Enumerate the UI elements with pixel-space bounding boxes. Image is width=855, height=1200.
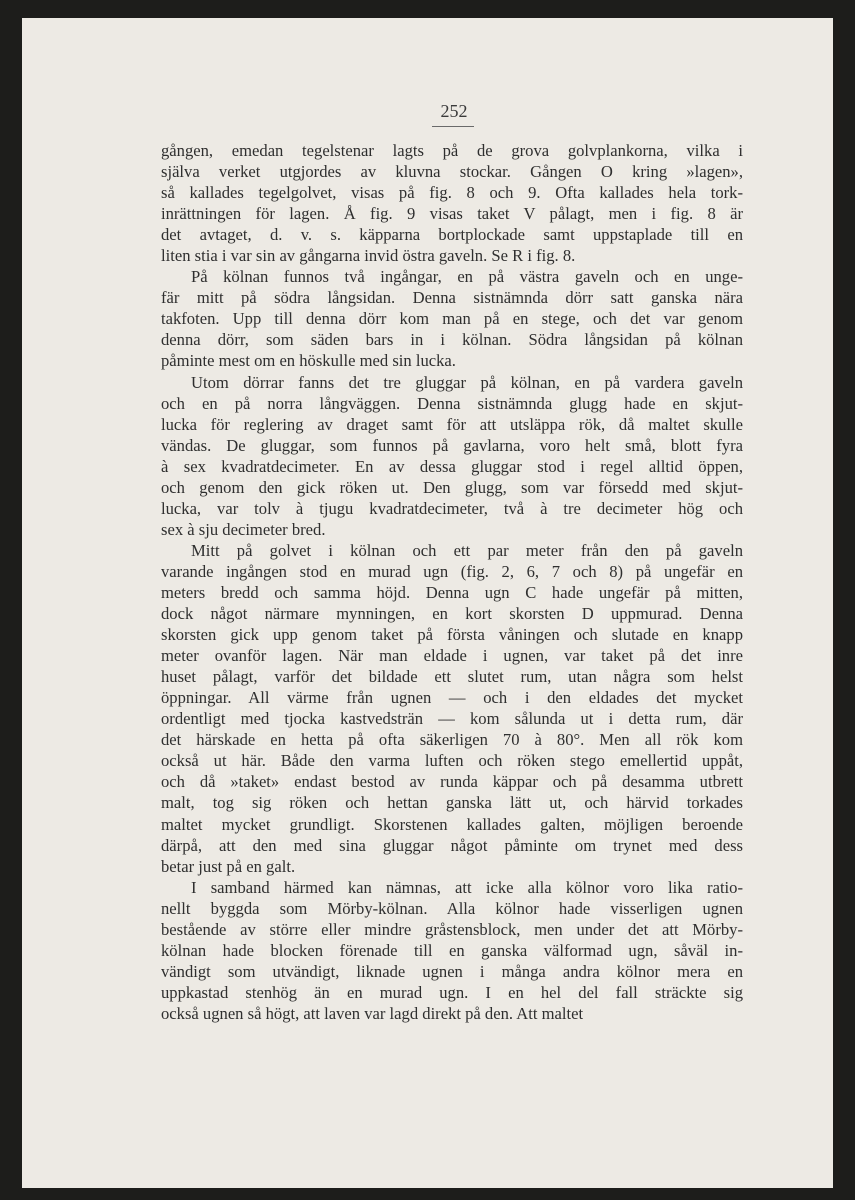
text-line: själva verket utgjordes av kluvna stockar. Gången O kring »lagen», [161, 162, 743, 182]
text-line: I samband härmed kan nämnas, att icke alla kölnor voro lika ratio- [191, 877, 743, 897]
paragraph [161, 540, 743, 877]
text-line: malt, tog sig röken och hettan ganska lätt ut, och härvid torkades [161, 793, 743, 813]
text-line: också ut här. Både den varma luften och röken stego emellertid uppåt, [161, 751, 743, 771]
text-line: så kallades tegelgolvet, visas på fig. 8 och 9. Ofta kallades hela tork- [161, 183, 743, 203]
text-line: därpå, att den med sina gluggar något påminte om trynet med dess [161, 835, 743, 855]
text-line: lucka för reglering av draget samt för att utsläppa rök, då maltet skulle [161, 414, 743, 434]
text-line: fär mitt på södra långsidan. Denna sistnämnda dörr satt ganska nära [161, 288, 743, 308]
text-line: öppningar. All värme från ugnen — och i den eldades det mycket [161, 688, 743, 708]
text-line: vändas. De gluggar, som funnos på gavlarna, voro helt små, blott fyra [161, 435, 743, 455]
text-line: varande ingången stod en murad ugn (fig. 2, 6, 7 och 8) på ungefär en [161, 561, 743, 581]
paragraph [161, 266, 743, 371]
text-line: dock något närmare mynningen, en kort skorsten D uppmurad. Denna [161, 604, 743, 624]
text-line: Mitt på golvet i kölnan och ett par meter från den på gaveln [191, 540, 743, 560]
paragraph [161, 372, 743, 540]
page-number-rule [432, 126, 474, 127]
text-line: bestående av större eller mindre gråstensblock, men under det att Mörby- [161, 919, 743, 939]
text-line: det avtaget, d. v. s. käpparna bortplockade samt uppstaplade till en [161, 225, 743, 245]
paragraph [161, 877, 743, 1024]
text-line: och en på norra långväggen. Denna sistnämnda glugg hade en skjut- [161, 393, 743, 413]
text-line: På kölnan funnos två ingångar, en på västra gaveln och en unge- [191, 267, 743, 287]
text-line: liten stia i var sin av gångarna invid östra gaveln. Se R i fig. 8. [161, 246, 576, 266]
text-line: Utom dörrar fanns det tre gluggar på kölnan, en på vardera gaveln [191, 372, 743, 392]
text-line: nellt byggda som Mörby-kölnan. Alla kölnor hade visserligen ugnen [161, 898, 743, 918]
text-line: ordentligt med tjocka kastvedsträn — kom sålunda ut i detta rum, där [161, 709, 743, 729]
text-line: påminte mest om en höskulle med sin lucka. [161, 351, 456, 371]
text-line: sex à sju decimeter bred. [161, 519, 326, 539]
text-line: också ugnen så högt, att laven var lagd direkt på den. Att maltet [161, 1003, 584, 1023]
text-line: kölnan hade blocken förenade till en ganska välformad ugn, såväl in- [161, 940, 743, 960]
text-line: uppkastad stenhög än en murad ugn. I en hel del fall sträckte sig [161, 982, 743, 1002]
text-line: betar just på en galt. [161, 856, 296, 876]
text-line: lucka, var tolv à tjugu kvadratdecimeter, två à tre decimeter hög och [161, 498, 743, 518]
text-line: gången, emedan tegelstenar lagts på de grova golvplankorna, vilka i [161, 141, 743, 160]
text-line: och genom den gick röken ut. Den glugg, som var försedd med skjut- [161, 477, 743, 497]
page-number: 252 [440, 101, 468, 121]
text-line: à sex kvadratdecimeter. En av dessa gluggar stod i regel alltid öppen, [161, 456, 743, 476]
text-line: det härskade en hetta på ofta säkerligen 70 à 80°. Men all rök kom [161, 730, 743, 750]
text-line: vändigt som utvändigt, liknade ugnen i många andra kölnor mera en [161, 961, 743, 981]
text-line: meters bredd och samma höjd. Denna ugn C hade ungefär på mitten, [161, 582, 743, 602]
text-line: huset pålagt, varför det bildade ett slutet rum, utan några som helst [161, 667, 743, 687]
body-text [161, 140, 743, 1024]
text-line: maltet mycket grundligt. Skorstenen kallades galten, möjligen beroende [161, 814, 743, 834]
paragraph [161, 140, 743, 266]
text-line: meter ovanför lagen. När man eldade i ugnen, var taket på det inre [161, 646, 743, 666]
text-line: takfoten. Upp till denna dörr kom man på en stege, och det var genom [161, 309, 743, 329]
text-line: och då »taket» endast bestod av runda käppar och på desamma utbrett [161, 772, 743, 792]
text-line: inrättningen för lagen. Å fig. 9 visas taket V pålagt, men i fig. 8 är [161, 204, 743, 224]
text-line: skorsten gick upp genom taket på första våningen och slutade en knapp [161, 625, 743, 645]
text-line: denna dörr, som säden bars in i kölnan. Södra långsidan på kölnan [161, 330, 743, 350]
